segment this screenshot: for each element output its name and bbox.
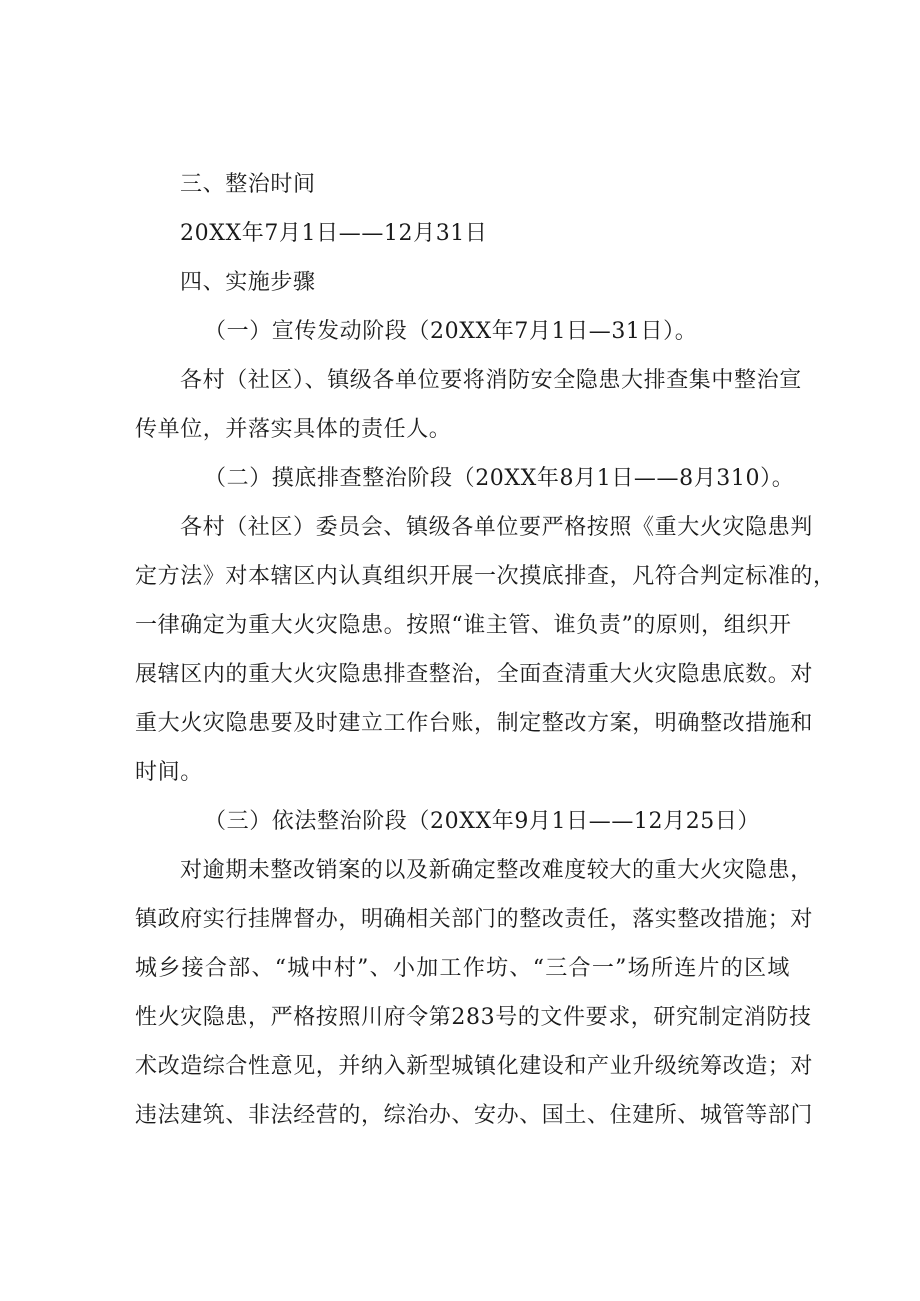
stage-1-title: （一）宣传发动阶段（20XX年7月1日—31日）。 — [204, 319, 698, 344]
section-heading-3: 三、整治时间 — [180, 172, 316, 197]
stage-3-paragraph-line: 违法建筑、非法经营的，综治办、安办、国土、住建所、城管等部门 — [135, 1103, 814, 1128]
stage-2-paragraph-line: 时间。 — [135, 760, 203, 785]
stage-3-paragraph-line: 城乡接合部、“城中村”、小加工作坊、“三合一”场所连片的区域 — [135, 956, 790, 981]
stage-3-paragraph-line: 镇政府实行挂牌督办，明确相关部门的整改责任，落实整改措施；对 — [135, 907, 814, 932]
stage-2-paragraph-line: 各村（社区）委员会、镇级各单位要严格按照《重大火灾隐患判 — [180, 515, 813, 540]
section-heading-4: 四、实施步骤 — [180, 270, 316, 295]
stage-2-paragraph-line: 定方法》对本辖区内认真组织开展一次摸底排查，凡符合判定标准的， — [135, 564, 836, 589]
rectification-date-range: 20XX年7月1日——12月31日 — [180, 221, 488, 246]
stage-2-paragraph-line: 一律确定为重大火灾隐患。按照“谁主管、谁负责”的原则，组织开 — [135, 613, 792, 638]
stage-2-paragraph-line: 展辖区内的重大火灾隐患排查整治，全面查清重大火灾隐患底数。对 — [135, 662, 814, 687]
stage-3-paragraph-line: 对逾期未整改销案的以及新确定整改难度较大的重大火灾隐患， — [180, 858, 813, 883]
stage-3-paragraph-line: 术改造综合性意见，并纳入新型城镇化建设和产业升级统筹改造；对 — [135, 1054, 814, 1079]
stage-2-paragraph-line: 重大火灾隐患要及时建立工作台账，制定整改方案，明确整改措施和 — [135, 711, 814, 736]
stage-1-paragraph-line: 传单位，并落实具体的责任人。 — [135, 417, 452, 442]
stage-3-paragraph-line: 性火灾隐患，严格按照川府令第283号的文件要求，研究制定消防技 — [135, 1005, 812, 1030]
stage-3-title: （三）依法整治阶段（20XX年9月1日——12月25日） — [204, 809, 761, 834]
stage-2-title: （二）摸底排查整治阶段（20XX年8月1日——8月310）。 — [204, 466, 795, 491]
stage-1-paragraph-line: 各村（社区）、镇级各单位要将消防安全隐患大排查集中整治宣 — [180, 368, 802, 393]
